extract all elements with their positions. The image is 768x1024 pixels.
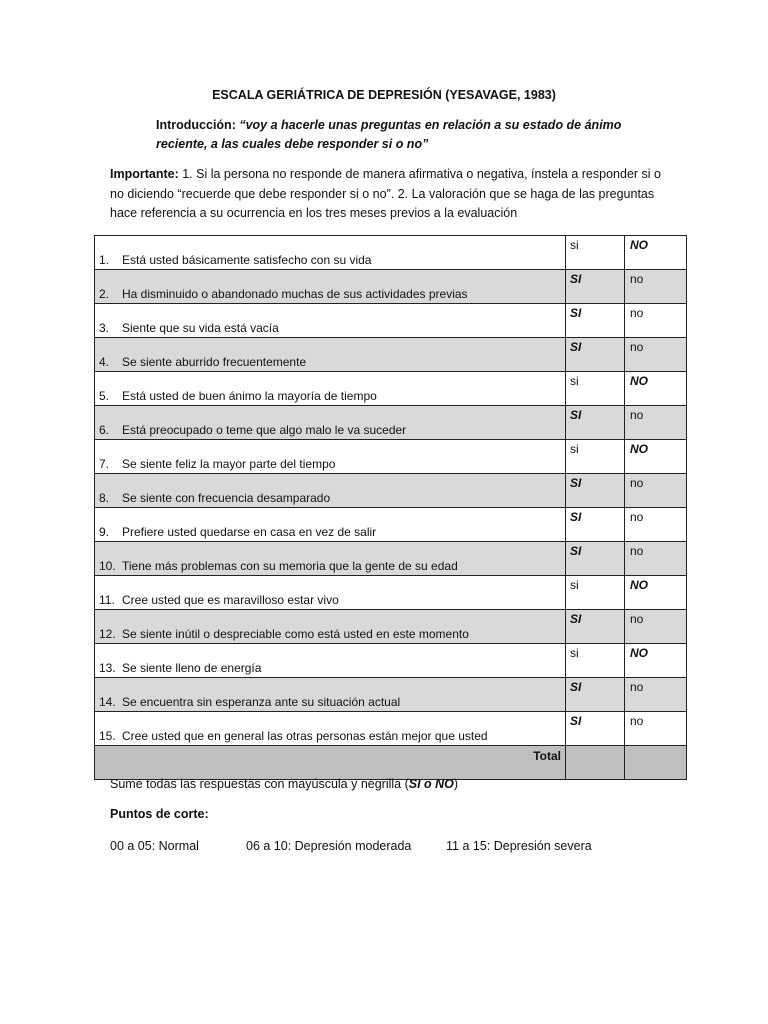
question-text: Se siente lleno de energía: [122, 661, 262, 675]
question-cell: [95, 474, 566, 508]
answer-si[interactable]: SI: [566, 712, 625, 746]
question-number: 14.: [99, 695, 116, 709]
answer-si[interactable]: SI: [566, 610, 625, 644]
question-cell: [95, 236, 566, 270]
sum-emphasis: SI o NO: [408, 777, 454, 791]
answer-no[interactable]: no: [625, 610, 687, 644]
answer-si[interactable]: si: [566, 644, 625, 678]
table-row: [95, 304, 687, 338]
question-cell: [95, 440, 566, 474]
important-note: [110, 165, 670, 224]
answer-si[interactable]: SI: [566, 406, 625, 440]
sum-suffix: ): [453, 777, 459, 791]
cutoff-title: Puntos de corte:: [110, 807, 209, 821]
questions-table: [94, 235, 687, 780]
answer-no[interactable]: no: [625, 542, 687, 576]
question-cell: [95, 338, 566, 372]
answer-si[interactable]: si: [566, 440, 625, 474]
answer-si[interactable]: si: [566, 372, 625, 406]
question-text: Siente que su vida está vacía: [122, 321, 279, 335]
sum-prefix: Sume todas las respuestas con mayúscula y negrilla (: [110, 777, 409, 791]
question-number: 5.: [99, 389, 110, 403]
question-text: Se siente con frecuencia desamparado: [122, 491, 331, 505]
answer-no[interactable]: NO: [625, 576, 687, 610]
table-row: [95, 610, 687, 644]
question-cell: [95, 406, 566, 440]
question-number: 8.: [99, 491, 110, 505]
question-text: Se encuentra sin esperanza ante su situación actual: [122, 695, 401, 709]
question-text: Se siente feliz la mayor parte del tiempo: [122, 457, 336, 471]
answer-no[interactable]: no: [625, 304, 687, 338]
document-title: ESCALA GERIÁTRICA DE DEPRESIÓN (YESAVAGE, 1983): [212, 88, 556, 102]
table-row: [95, 678, 687, 712]
question-cell: [95, 644, 566, 678]
question-text: Ha disminuido o abandonado muchas de sus actividades previas: [122, 287, 468, 301]
table-row: [95, 236, 687, 270]
answer-si[interactable]: SI: [566, 542, 625, 576]
question-number: 7.: [99, 457, 110, 471]
question-text: Tiene más problemas con su memoria que la gente de su edad: [122, 559, 458, 573]
answer-no[interactable]: NO: [625, 236, 687, 270]
question-number: 6.: [99, 423, 110, 437]
question-cell: [95, 508, 566, 542]
table-row: [95, 440, 687, 474]
question-cell: [95, 678, 566, 712]
question-cell: [95, 372, 566, 406]
question-text: Se siente aburrido frecuentemente: [122, 355, 307, 369]
question-text: Está preocupado o teme que algo malo le va suceder: [122, 423, 407, 437]
answer-si[interactable]: SI: [566, 270, 625, 304]
question-number: 15.: [99, 729, 116, 743]
range-severe: 11 a 15: Depresión severa: [446, 839, 592, 853]
question-cell: [95, 576, 566, 610]
question-number: 12.: [99, 627, 116, 641]
question-text: Está usted de buen ánimo la mayoría de tiempo: [122, 389, 377, 403]
total-row: [95, 746, 687, 780]
answer-si[interactable]: SI: [566, 304, 625, 338]
sum-instruction: [110, 777, 458, 791]
question-number: 3.: [99, 321, 110, 335]
question-number: 1.: [99, 253, 110, 267]
answer-no[interactable]: NO: [625, 372, 687, 406]
question-number: 10.: [99, 559, 116, 573]
question-text: Se siente inútil o despreciable como está usted en este momento: [122, 627, 469, 641]
table-row: [95, 372, 687, 406]
question-cell: [95, 270, 566, 304]
table-row: [95, 338, 687, 372]
table-row: [95, 576, 687, 610]
answer-no[interactable]: NO: [625, 644, 687, 678]
answer-si[interactable]: si: [566, 236, 625, 270]
question-text: Cree usted que en general las otras personas están mejor que usted: [122, 729, 488, 743]
table-row: [95, 474, 687, 508]
total-cell-si: [566, 746, 625, 780]
answer-si[interactable]: SI: [566, 678, 625, 712]
table-row: [95, 644, 687, 678]
table-row: [95, 406, 687, 440]
question-cell: [95, 542, 566, 576]
important-text: 1. Si la persona no responde de manera afirmativa o negativa, ínstela a responder si o no diciendo “recuerde que debe responder si o no”. 2. La valoración que se haga de las preguntas hace referencia a su ocurrencia en los tres meses previos a la evaluación: [110, 167, 661, 220]
table-row: [95, 270, 687, 304]
answer-si[interactable]: si: [566, 576, 625, 610]
question-number: 9.: [99, 525, 110, 539]
question-cell: [95, 304, 566, 338]
answer-si[interactable]: SI: [566, 508, 625, 542]
range-moderate: 06 a 10: Depresión moderada: [246, 839, 412, 853]
question-number: 4.: [99, 355, 110, 369]
intro-label: Introducción:: [156, 118, 236, 132]
introduction: [156, 116, 626, 154]
answer-no[interactable]: no: [625, 678, 687, 712]
answer-si[interactable]: SI: [566, 338, 625, 372]
question-number: 13.: [99, 661, 116, 675]
answer-no[interactable]: no: [625, 270, 687, 304]
answer-no[interactable]: no: [625, 474, 687, 508]
important-label: Importante:: [110, 167, 179, 181]
answer-no[interactable]: NO: [625, 440, 687, 474]
range-normal: 00 a 05: Normal: [110, 839, 199, 853]
total-cell-no: [625, 746, 687, 780]
total-label: Total: [533, 749, 561, 763]
table-row: [95, 508, 687, 542]
table-row: [95, 712, 687, 746]
answer-no[interactable]: no: [625, 712, 687, 746]
question-cell: [95, 610, 566, 644]
question-number: 11.: [99, 593, 115, 607]
question-text: Prefiere usted quedarse en casa en vez de salir: [122, 525, 377, 539]
table-row: [95, 542, 687, 576]
answer-no[interactable]: no: [625, 508, 687, 542]
question-number: 2.: [99, 287, 110, 301]
question-cell: [95, 712, 566, 746]
intro-quote: “voy a hacerle unas preguntas en relación a su estado de ánimo reciente, a las cuales debe responder si o no”: [156, 118, 622, 151]
question-text: Cree usted que es maravilloso estar vivo: [122, 593, 339, 607]
answer-no[interactable]: no: [625, 338, 687, 372]
answer-no[interactable]: no: [625, 406, 687, 440]
answer-si[interactable]: SI: [566, 474, 625, 508]
question-text: Está usted básicamente satisfecho con su vida: [122, 253, 372, 267]
